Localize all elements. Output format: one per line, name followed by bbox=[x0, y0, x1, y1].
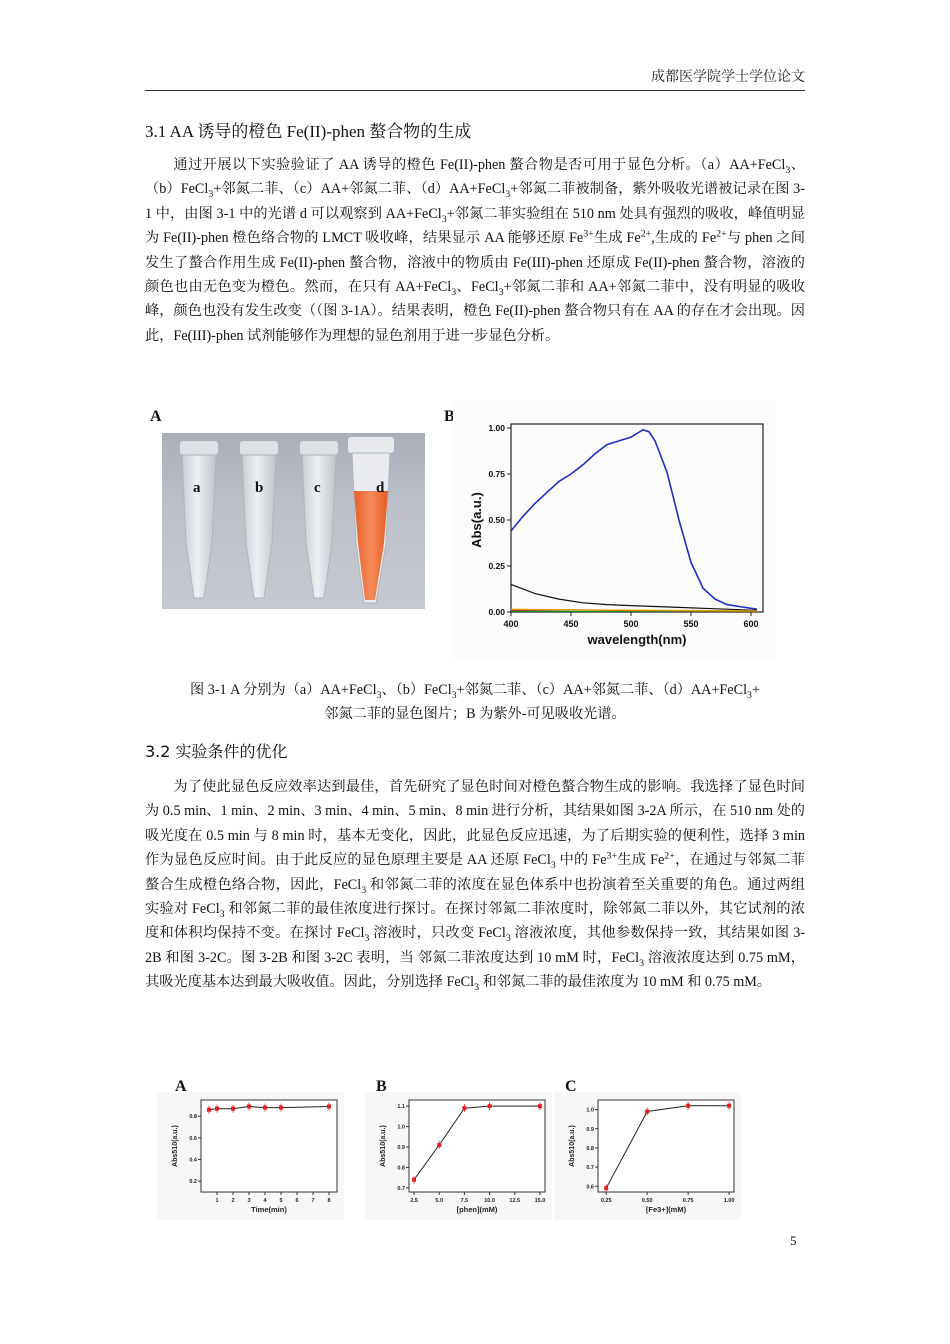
section-heading-3-1: 3.1 AA 诱导的橙色 Fe(II)-phen 螯合物的生成 bbox=[145, 122, 472, 141]
plot-frame bbox=[201, 1100, 337, 1192]
data-point bbox=[412, 1178, 416, 1182]
y-tick-label: 1.0 bbox=[397, 1124, 405, 1131]
y-tick-label: 0.6 bbox=[586, 1184, 594, 1191]
uv-vis-spectrum-chart bbox=[453, 400, 775, 658]
tube-c bbox=[300, 441, 338, 598]
y-tick-label: 1.0 bbox=[586, 1107, 594, 1114]
x-tick-label: 4 bbox=[263, 1198, 267, 1204]
x-tick-label: 5.0 bbox=[435, 1198, 444, 1204]
tube-d bbox=[348, 437, 394, 603]
data-point bbox=[247, 1104, 251, 1108]
x-tick-label: 400 bbox=[503, 619, 519, 629]
y-tick-label: 0.75 bbox=[488, 469, 505, 479]
x-tick-label: 1 bbox=[215, 1198, 219, 1204]
data-point bbox=[279, 1106, 283, 1110]
figure2-panel-a-letter: A bbox=[175, 1078, 187, 1095]
tube-b bbox=[240, 441, 278, 598]
x-axis-label: wavelength(nm) bbox=[587, 632, 687, 647]
y-tick-label: 0.4 bbox=[189, 1157, 197, 1164]
x-tick-label: 7 bbox=[311, 1198, 315, 1204]
tube-label-d: d bbox=[376, 480, 385, 496]
y-tick-label: 0.50 bbox=[488, 515, 505, 525]
figure2-panel-c-letter: C bbox=[565, 1078, 577, 1095]
y-tick-label: 0.9 bbox=[397, 1145, 405, 1152]
data-point bbox=[604, 1186, 608, 1190]
data-point bbox=[215, 1107, 219, 1111]
y-axis-label: Abs510(a.u.) bbox=[172, 1125, 179, 1167]
x-tick-label: 0.25 bbox=[600, 1198, 612, 1204]
x-tick-label: 12.5 bbox=[509, 1198, 521, 1204]
plot-frame bbox=[511, 424, 763, 612]
x-tick-label: 1.00 bbox=[723, 1198, 735, 1204]
tube-a bbox=[180, 441, 218, 598]
phen-optimization-chart bbox=[365, 1092, 552, 1220]
x-tick-label: 550 bbox=[683, 619, 699, 629]
tubes-illustration bbox=[162, 433, 425, 609]
y-tick-label: 0.7 bbox=[586, 1165, 594, 1172]
x-axis-label: [phen](mM) bbox=[456, 1205, 498, 1214]
x-tick-label: 8 bbox=[327, 1198, 331, 1204]
x-tick-label: 15.0 bbox=[534, 1198, 546, 1204]
x-tick-label: 500 bbox=[623, 619, 639, 629]
data-point bbox=[207, 1108, 211, 1112]
figure1-panel-a-letter: A bbox=[150, 408, 162, 425]
y-tick-label: 0.8 bbox=[586, 1145, 594, 1152]
data-point bbox=[327, 1104, 331, 1108]
y-tick-label: 0.6 bbox=[189, 1135, 197, 1142]
y-tick-label: 0.9 bbox=[586, 1126, 594, 1133]
data-point bbox=[437, 1143, 441, 1147]
y-tick-label: 0.8 bbox=[397, 1165, 405, 1172]
y-tick-label: 0.00 bbox=[488, 607, 505, 617]
data-point bbox=[686, 1104, 690, 1108]
spectrum-series-line bbox=[511, 430, 757, 609]
y-tick-label: 1.1 bbox=[397, 1104, 405, 1111]
tube-label-a: a bbox=[193, 480, 201, 496]
data-point bbox=[488, 1104, 492, 1108]
data-point bbox=[645, 1110, 649, 1114]
page-number: 5 bbox=[790, 1233, 797, 1248]
data-point bbox=[727, 1104, 731, 1108]
plot-frame bbox=[598, 1100, 734, 1192]
y-tick-label: 0.2 bbox=[189, 1179, 197, 1186]
x-tick-label: 0.75 bbox=[682, 1198, 694, 1204]
page-header: 成都医学院学士学位论文 bbox=[651, 70, 805, 85]
section-3-1-paragraph: 通过开展以下实验验证了 AA 诱导的橙色 Fe(II)-phen 螯合物是否可用于显色分析。（a）AA+FeCl$_3$、（b）FeCl$_3$+邻氮二菲、（c）AA+邻氮二菲、（d）AA+FeCl$_3$+邻氮二菲被制备，紫外吸收光谱被记录在图 3-1 中，由图 3-1 中的光谱 d 可以观察到 AA+FeCl$_3$+邻氮二菲实验组在 510 nm 处具有强烈的吸收，峰值明显为 Fe(II)-phen 橙色络合物的 LMCT 吸收峰，结果显示 AA 能够还原 $Fe^{3+}$生成 $Fe^{2+}$,生成的 $Fe^{2+}$与 phen 之间发生了螯合作用生成 Fe(II)-phen 螯合物，溶液中的物质由 Fe(III)-phen 还原成 Fe(II)-phen 螯合物，溶液的颜色也由无色变为橙色。然而，在只有 AA+FeCl$_3$、FeCl$_3$+邻氮二菲和 AA+邻氮二菲中，没有明显的吸收峰，颜色也没有发生改变（（图 3-1A）。结果表明，橙色 Fe(II)-phen 螯合物只有在 AA 的存在才会出现。因此，Fe(III)-phen 试剂能够作为理想的显色剂用于进一步显色分析。 bbox=[145, 157, 806, 344]
data-point bbox=[462, 1106, 466, 1110]
section-heading-3-2: 3.2 实验条件的优化 bbox=[145, 742, 288, 761]
time-optimization-chart bbox=[157, 1092, 344, 1220]
x-tick-label: 0.50 bbox=[641, 1198, 653, 1204]
x-tick-label: 3 bbox=[247, 1198, 251, 1204]
plot-frame bbox=[409, 1100, 545, 1192]
x-axis-label: [Fe3+](mM) bbox=[645, 1205, 687, 1214]
tube-label-c: c bbox=[314, 480, 321, 496]
y-tick-label: 0.7 bbox=[397, 1185, 405, 1192]
y-axis-label: Abs(a.u.) bbox=[469, 492, 484, 548]
x-tick-label: 5 bbox=[279, 1198, 283, 1204]
y-axis-label: Abs510(a.u.) bbox=[380, 1125, 387, 1167]
figure1-panel-b-letter: B bbox=[444, 408, 455, 425]
figure2-panel-b-letter: B bbox=[376, 1078, 387, 1095]
x-tick-label: 2 bbox=[231, 1198, 235, 1204]
x-tick-label: 6 bbox=[295, 1198, 299, 1204]
y-tick-label: 0.25 bbox=[488, 561, 505, 571]
tube-photo bbox=[162, 433, 425, 609]
x-tick-label: 450 bbox=[563, 619, 579, 629]
header-divider bbox=[145, 90, 805, 91]
section-3-2-paragraph: 为了使此显色反应效率达到最佳，首先研究了显色时间对橙色螯合物生成的影响。我选择了显色时间为 0.5 min、1 min、2 min、3 min、4 min、5 min、8 min 进行分析，其结果如图 3-2A 所示，在 510 nm 处的吸光度在 0.5 min 与 8 min 时，基本无变化，因此，此显色反应迅速，为了后期实验的便利性，选择 3 min 作为显色反应时间。由于此反应的显色原理主要是 AA 还原 FeCl$_3$ 中的 $Fe^{3+}$生成 $Fe^{2+}$，在通过与邻氮二菲螯合生成橙色络合物，因此，FeCl$_3$ 和邻氮二菲的浓度在显色体系中也扮演着至关重要的角色。通过两组实验对 FeCl$_3$ 和邻氮二菲的最佳浓度进行探讨。在探讨邻氮二菲浓度时，除邻氮二菲以外，其它试剂的浓度和体积均保持不变。在探讨 FeCl$_3$ 溶液时，只改变 FeCl$_3$ 溶液浓度，其他参数保持一致，其结果如图 3-2B 和图 3-2C。图 3-2B 和图 3-2C 表明，当 邻氮二菲浓度达到 10 mM 时，FeCl$_3$ 溶液浓度达到 0.75 mM，其吸光度基本达到最大吸收值。因此，分别选择 FeCl$_3$ 和邻氮二菲的最佳浓度为 10 mM 和 0.75 mM。 bbox=[145, 779, 806, 994]
data-point bbox=[231, 1107, 235, 1111]
data-point bbox=[263, 1106, 267, 1110]
y-axis-label: Abs510(a.u.) bbox=[569, 1125, 576, 1167]
x-axis-label: Time(min) bbox=[251, 1205, 287, 1214]
x-tick-label: 600 bbox=[743, 619, 759, 629]
tube-label-b: b bbox=[255, 480, 264, 496]
y-tick-label: 1.00 bbox=[488, 423, 505, 433]
y-tick-label: 0.8 bbox=[189, 1114, 197, 1121]
x-tick-label: 2.5 bbox=[410, 1198, 418, 1204]
data-point bbox=[538, 1104, 542, 1108]
figure1-caption: 图 3-1 A 分别为（a）AA+FeCl$_3$、（b）FeCl$_3$+邻氮二菲、（c）AA+邻氮二菲、（d）AA+FeCl$_3$+ 邻氮二菲的显色图片；B 为紫外-可见吸收光谱。 bbox=[189, 682, 760, 722]
fe-optimization-chart bbox=[554, 1092, 741, 1220]
x-tick-label: 7.5 bbox=[460, 1198, 469, 1204]
spectrum-series-line bbox=[511, 584, 757, 610]
x-tick-label: 10.0 bbox=[484, 1198, 495, 1204]
